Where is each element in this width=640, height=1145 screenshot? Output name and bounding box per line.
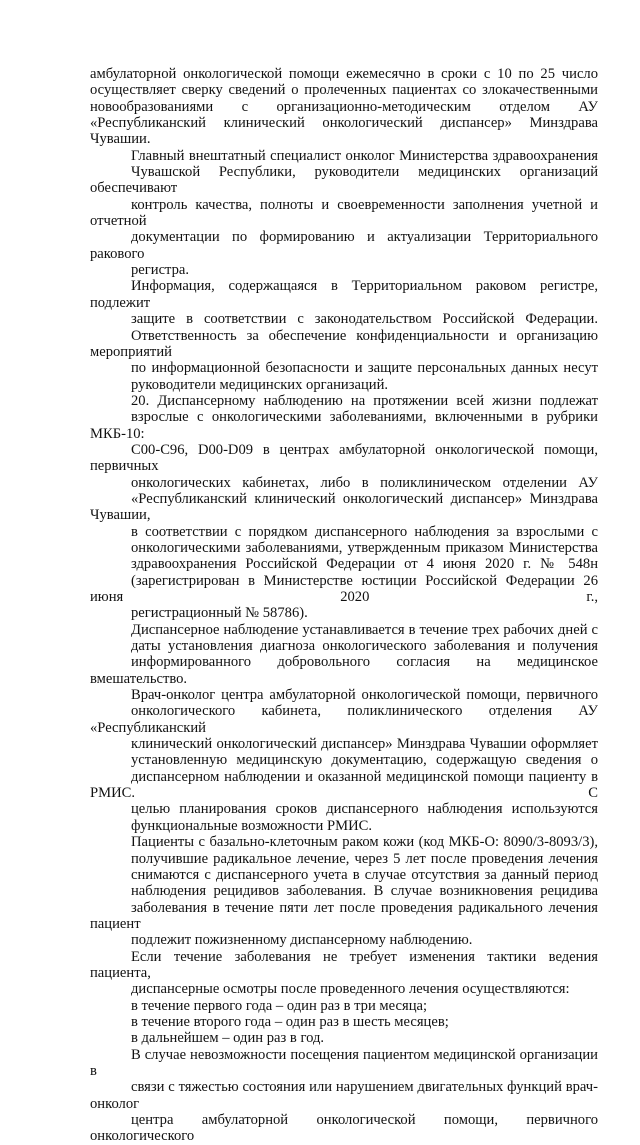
text-line: Чувашской Республики, руководители медицинских организаций обеспечивают bbox=[90, 164, 598, 197]
text-line: Главный внештатный специалист онколог Министерства здравоохранения bbox=[131, 147, 598, 164]
text-line: Пациенты с базально-клеточным раком кожи (код МКБ-О: 8090/3-8093/3), bbox=[131, 834, 598, 851]
text-line: Информация, содержащаяся в Территориальном раковом регистре, подлежит bbox=[90, 278, 598, 311]
text-line: снимаются с диспансерного учета в случае отсутствия за данный период bbox=[131, 866, 598, 883]
text-line: в соответствии с порядком диспансерного наблюдения за взрослыми с bbox=[131, 523, 598, 540]
text-line: Если течение заболевания не требует изменения тактики ведения пациента, bbox=[90, 948, 598, 981]
text-line: C00-C96, D00-D09 в центрах амбулаторной онкологической помощи, первичных bbox=[90, 441, 598, 475]
text-line: В случае невозможности посещения пациентом медицинской организации в bbox=[90, 1046, 598, 1079]
text-line: осуществляет сверку сведений о пролеченных пациентах со злокачественными bbox=[90, 82, 598, 99]
text-line: Ответственность за обеспечение конфиденциальности и организацию мероприятий bbox=[90, 327, 598, 360]
text-line: получившие радикальное лечение, через 5 лет после проведения лечения bbox=[131, 850, 598, 867]
text-line: диспансерные осмотры после проведенного лечения осуществляются: bbox=[131, 981, 570, 998]
text-line: здравоохранения Российской Федерации от 4 июня 2020 г. № 548н bbox=[131, 556, 598, 573]
text-line: (зарегистрирован в Министерстве юстиции Российской Федерации 26 июня 2020 г., bbox=[90, 572, 598, 605]
text-line: новообразованиями с организационно-методическим отделом АУ bbox=[90, 98, 598, 115]
document-page bbox=[90, 66, 598, 1145]
text-line: контроль качества, полноты и своевременности заполнения учетной и отчетной bbox=[90, 196, 598, 230]
paragraph-8 bbox=[90, 949, 598, 998]
text-line: целью планирования сроков диспансерного наблюдения используются bbox=[131, 801, 598, 818]
text-line: онкологическими заболеваниями, утвержденным приказом Министерства bbox=[131, 539, 598, 556]
paragraph-7 bbox=[90, 834, 598, 948]
text-line: даты установления диагноза онкологического заболевания и получения bbox=[131, 638, 598, 655]
text-line: информированного добровольного согласия на медицинское вмешательство. bbox=[90, 654, 598, 687]
paragraph-1 bbox=[90, 66, 598, 148]
text-line: заболевания в течение пяти лет после проведения радикального лечения пациент bbox=[90, 899, 598, 932]
text-line: онкологических кабинетах, либо в поликлиническом отделении АУ bbox=[131, 474, 598, 491]
text-line: онкологического кабинета, поликлинического отделения АУ «Республиканский bbox=[90, 703, 598, 736]
paragraph-12 bbox=[90, 1047, 598, 1145]
text-line: клинический онкологический диспансер» Минздрава Чувашии оформляет bbox=[131, 736, 598, 753]
text-line: установленную медицинскую документацию, содержащую сведения о bbox=[131, 752, 598, 769]
paragraph-4 bbox=[90, 393, 598, 622]
text-line: 20. Диспансерному наблюдению на протяжении всей жизни подлежат bbox=[131, 392, 598, 409]
text-line: взрослые с онкологическими заболеваниями, включенными в рубрики МКБ-10: bbox=[90, 409, 598, 442]
text-line: документации по формированию и актуализации Территориального ракового bbox=[90, 229, 598, 262]
schedule-item-first-year: в течение первого года – один раз в три месяца; bbox=[131, 997, 428, 1014]
text-line: «Республиканский клинический онкологический диспансер» Минздрава Чувашии, bbox=[90, 490, 598, 524]
text-line: Врач-онколог центра амбулаторной онкологической помощи, первичного bbox=[131, 687, 598, 704]
schedule-item-second-year: в течение второго года – один раз в шесть месяцев; bbox=[131, 1013, 449, 1030]
text-line: руководители медицинских организаций. bbox=[131, 376, 389, 393]
text-line: по информационной безопасности и защите персональных данных несут bbox=[131, 360, 598, 377]
text-line: диспансерном наблюдении и оказанной медицинской помощи пациенту в РМИС. С bbox=[90, 768, 598, 802]
text-line: наблюдения рецидивов заболевания. В случае возникновения рецидива bbox=[131, 883, 598, 900]
text-line: Диспансерное наблюдение устанавливается в течение трех рабочих дней с bbox=[131, 621, 598, 638]
text-line: регистрационный № 58786). bbox=[131, 605, 308, 622]
text-line: связи с тяжестью состояния или нарушением двигательных функций врач-онколог bbox=[90, 1079, 598, 1112]
paragraph-5 bbox=[90, 622, 598, 687]
paragraph-2 bbox=[90, 148, 598, 279]
text-line: амбулаторной онкологической помощи ежемесячно в сроки с 10 по 25 число bbox=[90, 66, 598, 82]
paragraph-6 bbox=[90, 687, 598, 834]
text-line: защите в соответствии с законодательством Российской Федерации. bbox=[131, 311, 598, 328]
schedule-item-later: в дальнейшем – один раз в год. bbox=[131, 1030, 325, 1047]
text-line: подлежит пожизненному диспансерному наблюдению. bbox=[131, 932, 473, 949]
paragraph-3 bbox=[90, 278, 598, 392]
text-line: «Республиканский клинический онкологический диспансер» Минздрава Чувашии. bbox=[90, 115, 598, 148]
text-line: центра амбулаторной онкологической помощи, первичного онкологического bbox=[90, 1112, 598, 1145]
text-line: функциональные возможности РМИС. bbox=[131, 817, 372, 834]
text-line: регистра. bbox=[131, 262, 190, 279]
